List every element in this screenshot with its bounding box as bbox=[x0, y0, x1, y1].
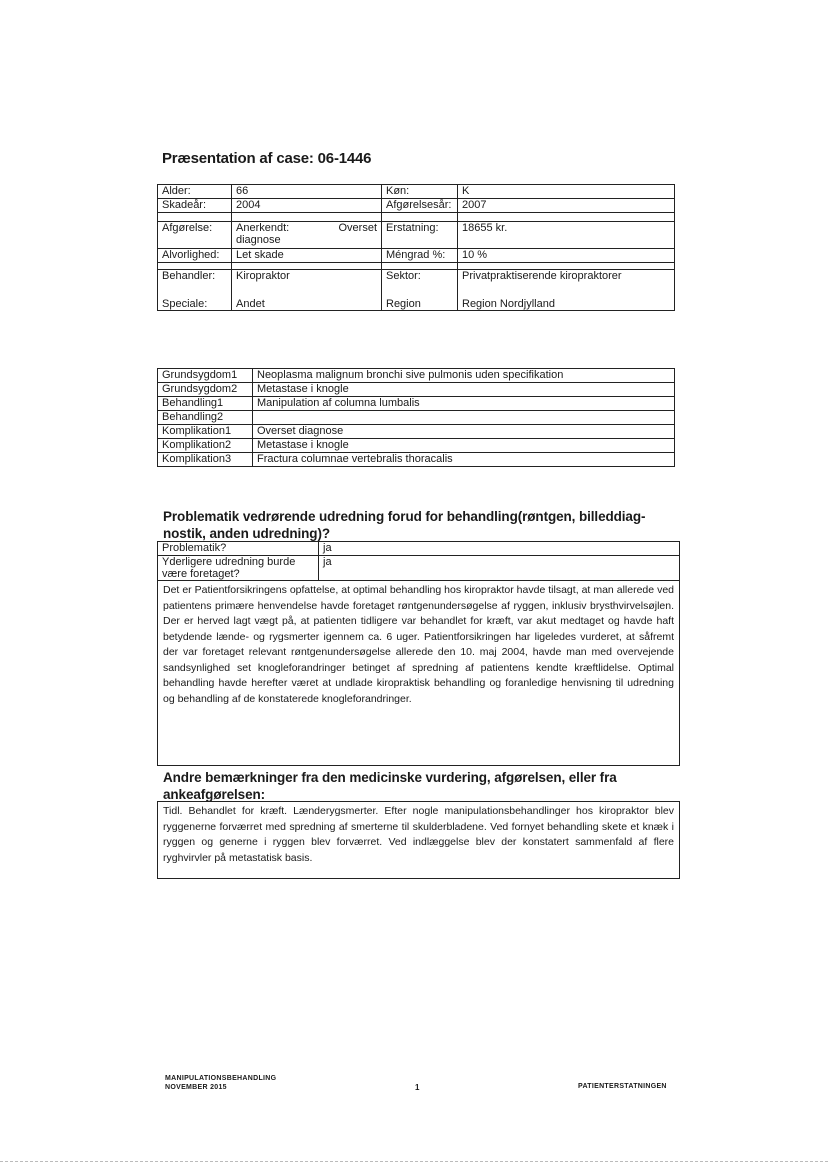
provider-cell bbox=[158, 270, 232, 311]
decision-value-c: diagnose bbox=[236, 234, 281, 246]
specialty-label: Speciale: bbox=[162, 298, 208, 310]
problem-heading: Problematik vedrørende udredning forud for behandling(røntgen, billeddiag-nostik, anden udredning)? bbox=[163, 509, 646, 541]
table-row bbox=[158, 439, 675, 453]
diagnosis-value: Manipulation af columna lumbalis bbox=[253, 397, 675, 411]
diagnosis-key: Behandling1 bbox=[158, 397, 253, 411]
footer-left bbox=[165, 1074, 276, 1092]
diagnosis-value: Metastase i knogle bbox=[253, 439, 675, 453]
injury-year-label: Skadeår: bbox=[158, 199, 232, 213]
gender-label: Køn: bbox=[382, 185, 458, 199]
injury-year-value: 2004 bbox=[232, 199, 382, 213]
age-value: 66 bbox=[232, 185, 382, 199]
diagnosis-table bbox=[157, 368, 675, 467]
disability-label: Méngrad %: bbox=[382, 249, 458, 263]
diagnosis-value bbox=[253, 411, 675, 425]
specialty-value: Andet bbox=[236, 298, 265, 310]
diagnosis-key: Komplikation3 bbox=[158, 453, 253, 467]
diagnosis-value: Neoplasma malignum bronchi sive pulmonis uden specifikation bbox=[253, 369, 675, 383]
further-investigation-label: Yderligere udredning burde være foretaget? bbox=[158, 556, 319, 581]
compensation-label: Erstatning: bbox=[382, 222, 458, 249]
other-remarks-body: Tidl. Behandlet for kræft. Lænderygsmerter. Efter nogle manipulationsbehandlinger hos kiropraktor blev ryggenerne forværret med spredning af smerterne til skulderbladene. Ved fornyet behandling skete et knæk i ryggen og generne i ryggen blev forværret. Ved indlæggelse blev der konstatert sammenfald af flere ryghvirvler på metastatisk basis. bbox=[157, 801, 680, 879]
gender-value: K bbox=[458, 185, 675, 199]
diagnosis-key: Komplikation1 bbox=[158, 425, 253, 439]
table-row bbox=[158, 383, 675, 397]
age-label: Alder: bbox=[158, 185, 232, 199]
region-value: Region Nordjylland bbox=[462, 298, 555, 310]
provider-label: Behandler: bbox=[162, 270, 216, 282]
sector-cell bbox=[382, 270, 458, 311]
diagnosis-key: Grundsygdom2 bbox=[158, 383, 253, 397]
decision-value bbox=[232, 222, 382, 249]
severity-label: Alvorlighed: bbox=[158, 249, 232, 263]
table-row bbox=[158, 411, 675, 425]
table-row bbox=[158, 453, 675, 467]
other-remarks-heading: Andre bemærkninger fra den medicinske vurdering, afgørelsen, eller fra ankeafgørelsen: bbox=[163, 770, 617, 802]
page-title: Præsentation af case: 06-1446 bbox=[162, 150, 372, 167]
table-row bbox=[158, 369, 675, 383]
provider-value-cell bbox=[232, 270, 382, 311]
diagnosis-value: Metastase i knogle bbox=[253, 383, 675, 397]
provider-value: Kiropraktor bbox=[236, 270, 290, 282]
sector-label: Sektor: bbox=[386, 270, 421, 282]
severity-value: Let skade bbox=[232, 249, 382, 263]
diagnosis-key: Grundsygdom1 bbox=[158, 369, 253, 383]
decision-year-label: Afgørelsesår: bbox=[382, 199, 458, 213]
diagnosis-key: Komplikation2 bbox=[158, 439, 253, 453]
table-row bbox=[158, 425, 675, 439]
sector-value-cell bbox=[458, 270, 675, 311]
diagnosis-key: Behandling2 bbox=[158, 411, 253, 425]
footer-org: PATIENTERSTATNINGEN bbox=[578, 1083, 667, 1090]
diagnosis-value: Fractura columnae vertebralis thoracalis bbox=[253, 453, 675, 467]
decision-year-value: 2007 bbox=[458, 199, 675, 213]
footer-date: NOVEMBER 2015 bbox=[165, 1084, 227, 1091]
problem-body-text: Det er Patientforsikringens opfattelse, at optimal behandling hos kiropraktor havde tilsagt, at man allerede ved patientens primære henvendelse havde foretaget røntgenundersøgelse af ryggen, inklusiv brysthvirvelsøjlen. Der er herved lagt vægt på, at patienten tidligere var behandlet for kræft, var akut medtaget og havde haft betydende lænde- og rygsmerter igennem ca. 6 uger. Patientforsikringen har ligeledes vurderet, at såfremt der var foretaget relevant røntgenundersøgelse allerede den 10. maj 2004, havde man med overvejende sandsynlighed set knogleforandringer betinget af spredning af patientens kendte kræftlidelse. Optimal behandling havde herefter været at undlade kiropraktisk behandling og foranledige henvisning til udredning og behandling af de konstaterede knogleforandringer. bbox=[158, 581, 680, 766]
problem-table bbox=[157, 541, 680, 766]
footer-title: MANIPULATIONSBEHANDLING bbox=[165, 1075, 277, 1082]
decision-value-b: Overset bbox=[338, 222, 377, 234]
decision-value-a: Anerkendt: bbox=[236, 222, 290, 234]
page-number: 1 bbox=[415, 1083, 420, 1092]
further-investigation-value: ja bbox=[319, 556, 680, 581]
region-label: Region bbox=[386, 298, 421, 310]
case-info-table bbox=[157, 184, 675, 311]
compensation-value: 18655 kr. bbox=[458, 222, 675, 249]
problem-question-label: Problematik? bbox=[158, 542, 319, 556]
disability-value: 10 % bbox=[458, 249, 675, 263]
diagnosis-value: Overset diagnose bbox=[253, 425, 675, 439]
sector-value: Privatpraktiserende kiropraktorer bbox=[462, 270, 622, 282]
table-row bbox=[158, 397, 675, 411]
problem-question-value: ja bbox=[319, 542, 680, 556]
scan-edge-divider bbox=[0, 1161, 828, 1162]
decision-label: Afgørelse: bbox=[158, 222, 232, 249]
